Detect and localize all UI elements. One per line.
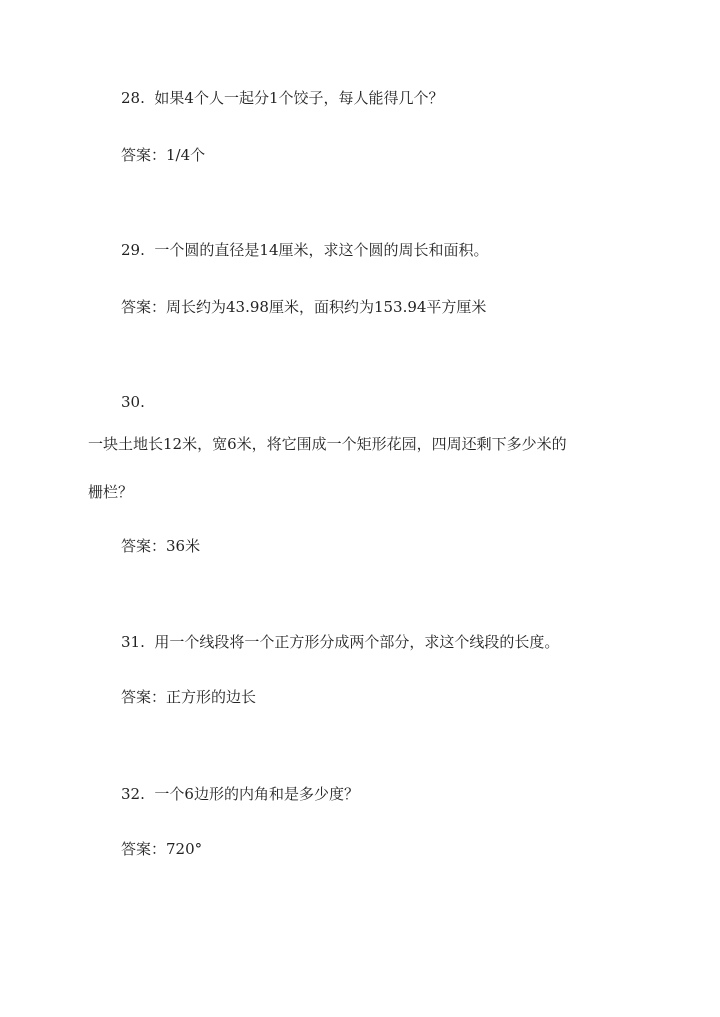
question-text: 一个6边形的内角和是多少度？ bbox=[154, 785, 359, 803]
question-32 bbox=[121, 784, 359, 804]
question-29 bbox=[121, 240, 489, 260]
question-number: 31. bbox=[121, 633, 145, 651]
answer-28: 答案：1/4个 bbox=[121, 146, 206, 164]
answer-30: 答案：36米 bbox=[121, 537, 201, 555]
question-number: 32. bbox=[121, 785, 145, 803]
answer-31: 答案：正方形的边长 bbox=[121, 688, 257, 706]
question-text: 一个圆的直径是14厘米，求这个圆的周长和面积。 bbox=[154, 241, 489, 259]
question-30-text-line1: 一块土地长12米，宽6米，将它围成一个矩形花园，四周还剩下多少米的 bbox=[88, 435, 567, 453]
question-text: 如果4个人一起分1个饺子，每人能得几个？ bbox=[154, 89, 444, 107]
question-text: 用一个线段将一个正方形分成两个部分，求这个线段的长度。 bbox=[154, 633, 560, 651]
question-28 bbox=[121, 88, 444, 108]
question-31 bbox=[121, 632, 559, 652]
question-number: 29. bbox=[121, 241, 145, 259]
answer-29: 答案：周长约为43.98厘米，面积约为153.94平方厘米 bbox=[121, 298, 487, 316]
answer-32: 答案：720° bbox=[121, 840, 203, 858]
question-30-text-line2: 栅栏？ bbox=[88, 483, 134, 501]
question-30-number: 30. bbox=[121, 393, 145, 411]
question-number: 28. bbox=[121, 89, 145, 107]
